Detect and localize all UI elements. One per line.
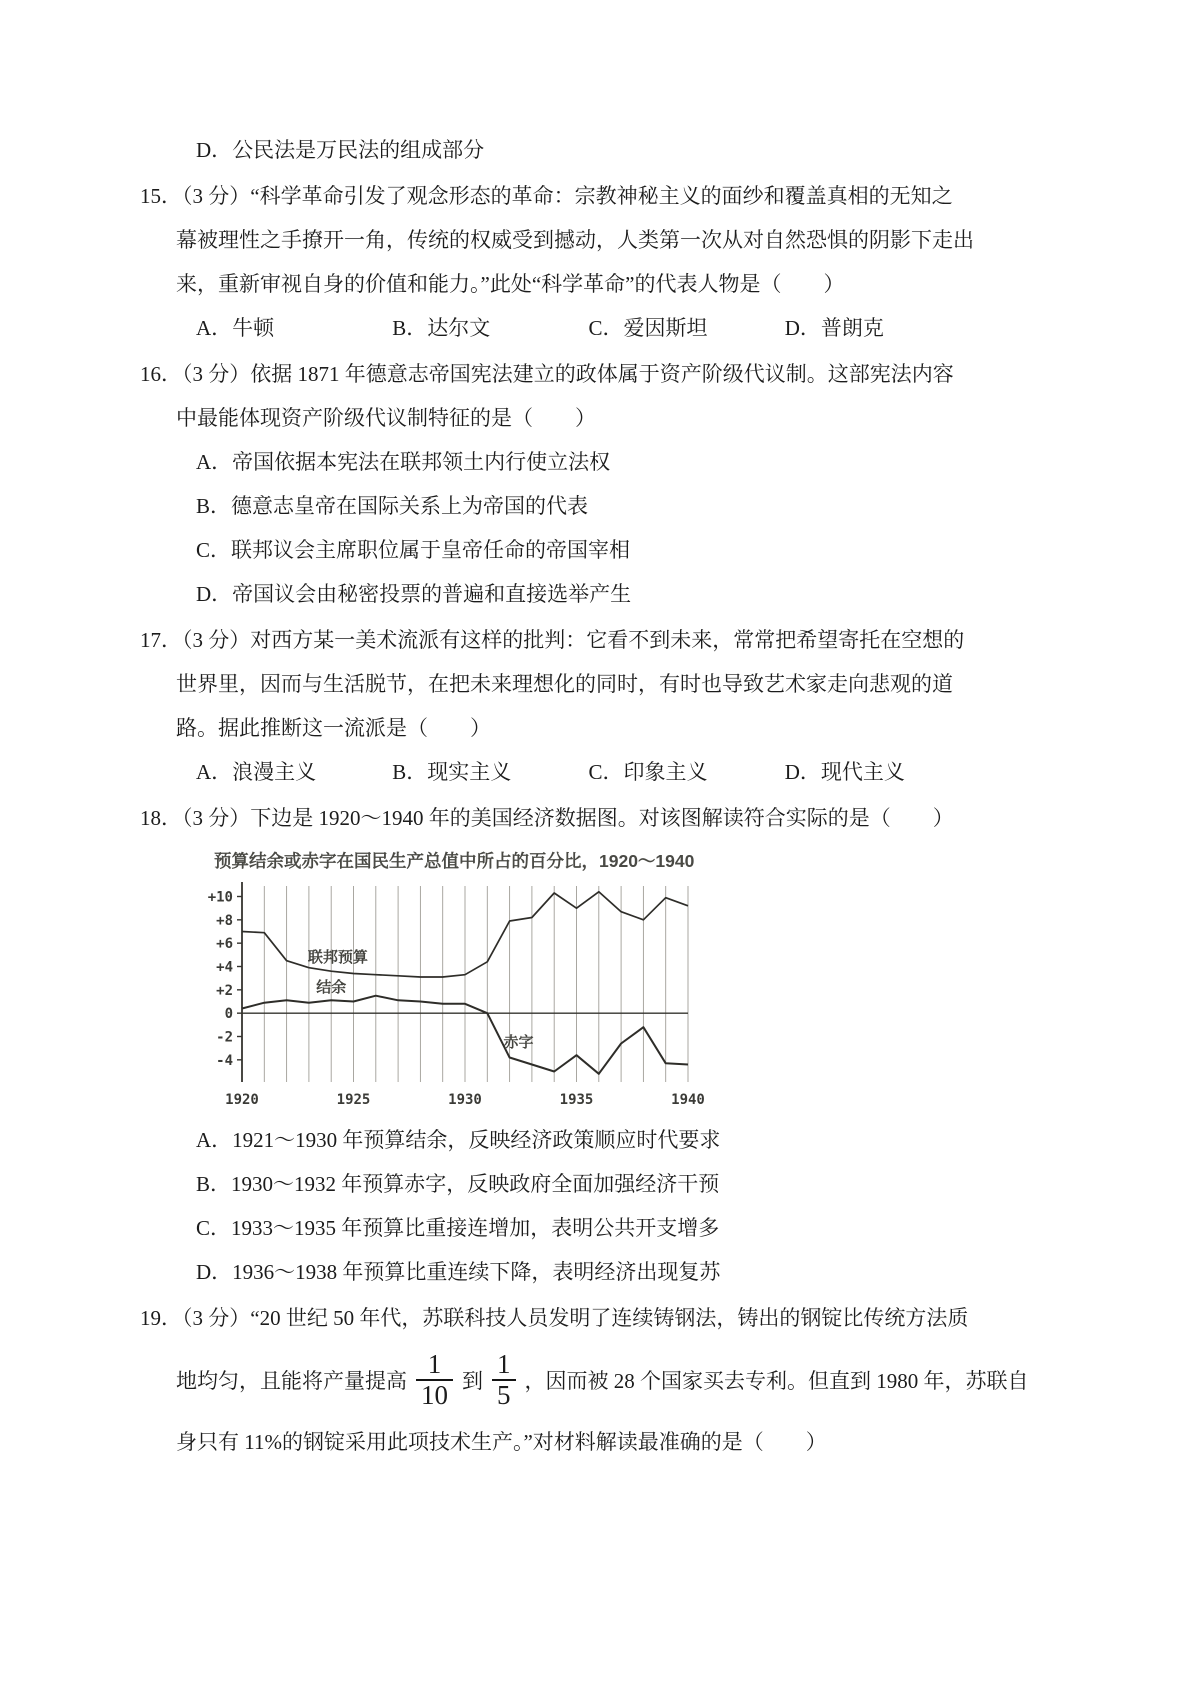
y-tick-label: -2	[216, 1029, 233, 1046]
q16-stem-line-1: 16．（3 分）依据 1871 年德意志帝国宪法建立的政体属于资产阶级代议制。这部宪法内容	[140, 362, 954, 386]
x-tick-label: 1930	[448, 1092, 482, 1108]
q18-option-a: A．1921～1930 年预算结余，反映经济政策顺应时代要求	[196, 1128, 721, 1152]
q15-option-c: C．爱因斯坦	[588, 316, 708, 340]
q16-option-a: A．帝国依据本宪法在联邦领土内行使立法权	[196, 450, 611, 474]
us-economy-line-chart	[192, 876, 712, 1114]
question-17	[0, 618, 1200, 794]
q15-options-row	[0, 306, 1200, 350]
fraction-denominator: 5	[492, 1379, 516, 1410]
x-tick-label: 1940	[671, 1092, 705, 1108]
q17-stem-line-3: 路。据此推断这一流派是（ ）	[176, 716, 491, 740]
chart-annotation: 赤字	[503, 1034, 534, 1051]
fraction-numerator: 1	[427, 1348, 442, 1379]
q19-line2-text-pre: 地均匀，且能将产量提高	[176, 1369, 407, 1393]
x-tick-label: 1920	[225, 1092, 259, 1108]
q17-stem-line-2: 世界里，因而与生活脱节，在把未来理想化的同时，有时也导致艺术家走向悲观的道	[176, 672, 953, 696]
q18-option-b: B．1930～1932 年预算赤字，反映政府全面加强经济干预	[196, 1172, 720, 1196]
y-tick-label: +8	[216, 912, 233, 929]
y-tick-label: 0	[224, 1006, 233, 1023]
q15-stem-line-2: 幕被理性之手撩开一角，传统的权威受到撼动，人类第一次从对自然恐惧的阴影下走出	[176, 228, 974, 252]
chart-title: 预算结余或赤字在国民生产总值中所占的百分比，1920～1940	[214, 851, 695, 871]
chart-annotation: 联邦预算	[307, 948, 368, 966]
q17-option-d: D．现代主义	[784, 760, 905, 784]
q15-option-a: A．牛顿	[196, 316, 275, 340]
y-tick-label: -4	[216, 1052, 233, 1069]
x-tick-label: 1925	[336, 1092, 371, 1108]
q17-option-b: B．现实主义	[392, 760, 512, 784]
q17-option-a: A．浪漫主义	[196, 760, 317, 784]
q16-option-b: B．德意志皇帝在国际关系上为帝国的代表	[196, 494, 589, 518]
q19-stem-line-1: 19．（3 分）“20 世纪 50 年代，苏联科技人员发明了连续铸钢法，铸出的钢锭比传统方法质	[140, 1306, 969, 1330]
q15-stem-line-3: 来，重新审视自身的价值和能力。”此处“科学革命”的代表人物是（ ）	[176, 272, 845, 296]
fraction-one-tenth	[416, 1350, 453, 1410]
q17-stem-line-1: 17．（3 分）对西方某一美术流派有这样的批判：它看不到未来，常常把希望寄托在空想的	[140, 628, 965, 652]
q16-option-d: D．帝国议会由秘密投票的普遍和直接选举产生	[196, 582, 632, 606]
q14-option-d: D．公民法是万民法的组成部分	[196, 138, 485, 162]
q19-stem-line-2	[0, 1340, 1200, 1420]
y-tick-label: +2	[216, 982, 233, 999]
q18-option-c: C．1933～1935 年预算比重接连增加，表明公共开支增多	[196, 1216, 720, 1240]
q16-option-c: C．联邦议会主席职位属于皇帝任命的帝国宰相	[196, 538, 631, 562]
q19-line2-text-mid: 到	[462, 1369, 483, 1393]
q15-option-d: D．普朗克	[784, 316, 884, 340]
y-tick-label: +4	[216, 959, 233, 976]
q18-option-d: D．1936～1938 年预算比重连续下降，表明经济出现复苏	[196, 1260, 721, 1284]
q19-stem-line-3: 身只有 11%的钢锭采用此项技术生产。”对材料解读最准确的是（ ）	[176, 1430, 827, 1454]
q15-stem-line-1: 15．（3 分）“科学革命引发了观念形态的革命：宗教神秘主义的面纱和覆盖真相的无知之	[140, 184, 953, 208]
x-tick-label: 1935	[559, 1092, 594, 1108]
q18-stem-line-1: 18．（3 分）下边是 1920～1940 年的美国经济数据图。对该图解读符合实际的是（ ）	[140, 806, 954, 830]
fraction-one-fifth	[492, 1350, 516, 1410]
fraction-denominator: 10	[416, 1379, 453, 1410]
question-14-tail	[0, 128, 1200, 172]
q17-options-row	[0, 750, 1200, 794]
chart-annotation: 结余	[316, 979, 347, 997]
question-19	[0, 1296, 1200, 1464]
question-15	[0, 174, 1200, 350]
us-economy-chart-block	[0, 846, 1200, 1114]
question-18	[0, 796, 1200, 1294]
y-tick-label: +6	[216, 936, 233, 953]
y-tick-label: +10	[207, 889, 233, 906]
fraction-numerator: 1	[497, 1348, 511, 1379]
q19-line2-text-post: ，因而被 28 个国家买去专利。但直到 1980 年，苏联自	[524, 1369, 1029, 1393]
q15-option-b: B．达尔文	[392, 316, 491, 340]
question-16	[0, 352, 1200, 616]
q17-option-c: C．印象主义	[588, 760, 708, 784]
q16-stem-line-2: 中最能体现资产阶级代议制特征的是（ ）	[176, 406, 596, 430]
